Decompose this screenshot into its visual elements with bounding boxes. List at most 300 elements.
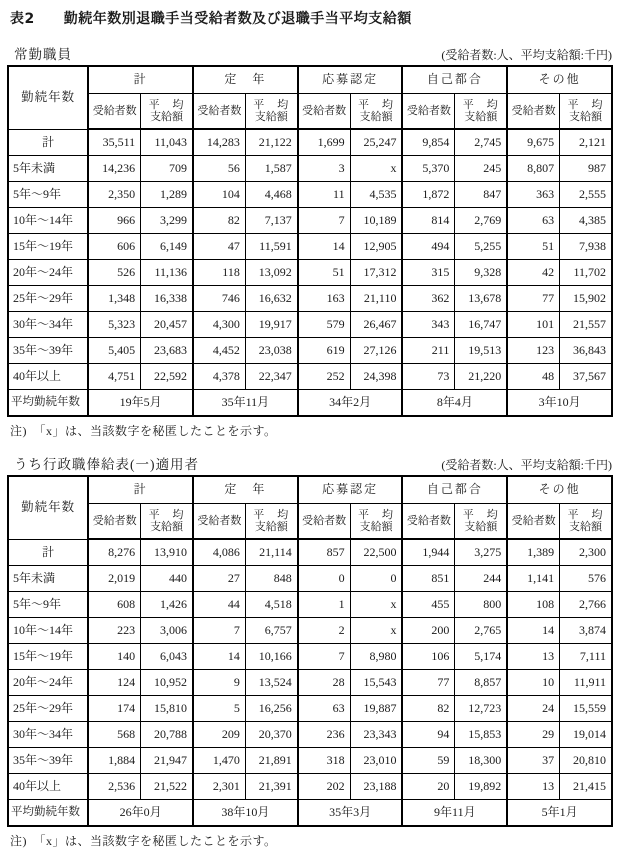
cell-value: 59 [402,748,454,774]
cell-value: 13,524 [245,670,297,696]
cell-value: 16,632 [245,286,297,312]
cell-value: 7 [193,618,245,644]
cell-value: 11,136 [141,260,193,286]
cell-value: 11,591 [245,234,297,260]
cell-value: 13,092 [245,260,297,286]
cell-value: 1,699 [298,129,350,156]
cell-value: 2,745 [455,129,507,156]
cell-value: 0 [350,566,402,592]
regular-staff-table [7,65,613,417]
cell-value: 2,765 [455,618,507,644]
header-average-line1: 平 均 [253,98,290,111]
row-label: 15年〜19年 [8,234,88,260]
row-label: 計 [8,129,88,156]
cell-value: 8,807 [507,156,559,182]
cell-value: 987 [560,156,612,182]
row-label: 5年〜9年 [8,182,88,208]
table-row [8,618,612,644]
cell-value: 455 [402,592,454,618]
average-service-years-row [8,800,612,827]
cell-value: 163 [298,286,350,312]
section-admin-schedule [0,453,620,849]
cell-value: 851 [402,566,454,592]
cell-value: 37 [507,748,559,774]
row-label: 30年〜34年 [8,722,88,748]
cell-value: 27,126 [350,338,402,364]
row-label: 10年〜14年 [8,618,88,644]
header-average-amount [350,94,402,130]
cell-value: 104 [193,182,245,208]
cell-value: 252 [298,364,350,390]
header-group-自己都合: 自己都合 [402,66,507,94]
document-title: 表2 勤続年数別退職手当受給者数及び退職手当平均支給額 [10,11,412,27]
average-service-value: 26年0月 [88,800,193,827]
header-recipients: 受給者数 [298,504,350,540]
cell-value: 1,884 [88,748,140,774]
table-row [8,722,612,748]
cell-value: 2,019 [88,566,140,592]
cell-value: 24 [507,696,559,722]
cell-value: 19,887 [350,696,402,722]
cell-value: 0 [298,566,350,592]
cell-value: 576 [560,566,612,592]
header-average-amount [350,504,402,540]
section-header [8,453,612,473]
cell-value: 9 [193,670,245,696]
row-label: 35年〜39年 [8,748,88,774]
cell-value: 7,111 [560,644,612,670]
cell-value: 494 [402,234,454,260]
row-label: 35年〜39年 [8,338,88,364]
header-recipients: 受給者数 [88,94,140,130]
cell-value: 15,543 [350,670,402,696]
cell-value: 106 [402,644,454,670]
header-average-line2: 支給額 [150,111,184,123]
cell-value: 223 [88,618,140,644]
cell-value: 857 [298,539,350,566]
cell-value: 1,289 [141,182,193,208]
cell-value: 1,872 [402,182,454,208]
cell-value: 35,511 [88,129,140,156]
header-average-amount [455,504,507,540]
cell-value: 101 [507,312,559,338]
cell-value: 2,300 [560,539,612,566]
cell-value: 21,114 [245,539,297,566]
cell-value: 606 [88,234,140,260]
cell-value: 362 [402,286,454,312]
cell-value: 23,010 [350,748,402,774]
cell-value: 11,702 [560,260,612,286]
cell-value: 2,555 [560,182,612,208]
cell-value: 44 [193,592,245,618]
table2-label: うち行政職俸給表(一)適用者 [14,457,199,472]
row-label: 20年〜24年 [8,260,88,286]
header-average-line1: 平 均 [148,508,185,521]
cell-value: 4,751 [88,364,140,390]
header-average-line1: 平 均 [148,98,185,111]
cell-value: 22,347 [245,364,297,390]
average-row-label: 平均勤続年数 [8,800,88,827]
cell-value: 5,405 [88,338,140,364]
cell-value: 20,788 [141,722,193,748]
cell-value: 123 [507,338,559,364]
cell-value: 3,275 [455,539,507,566]
cell-value: 8,857 [455,670,507,696]
table1-units-note: (受給者数:人、平均支給額:千円) [441,48,612,62]
header-service-years: 勤続年数 [8,476,88,539]
cell-value: 21,522 [141,774,193,800]
cell-value: 13 [507,774,559,800]
cell-value: 619 [298,338,350,364]
cell-value: 63 [507,208,559,234]
table-row [8,748,612,774]
cell-value: 56 [193,156,245,182]
cell-value: 2,766 [560,592,612,618]
section-header [8,43,612,63]
cell-value: 13,678 [455,286,507,312]
row-label: 25年〜29年 [8,286,88,312]
header-group-row [8,476,612,504]
cell-value: 4,378 [193,364,245,390]
header-group-その他: その他 [507,476,612,504]
table-row [8,312,612,338]
cell-value: 2,121 [560,129,612,156]
cell-value: 24,398 [350,364,402,390]
header-group-定年: 定 年 [193,66,298,94]
cell-value: 3,299 [141,208,193,234]
cell-value: 16,338 [141,286,193,312]
cell-value: 1,348 [88,286,140,312]
table-row [8,260,612,286]
header-average-line2: 支給額 [359,521,393,533]
row-label: 10年〜14年 [8,208,88,234]
section-regular-staff [0,43,620,439]
row-label: 25年〜29年 [8,696,88,722]
header-average-line1: 平 均 [253,508,290,521]
cell-value: 25,247 [350,129,402,156]
cell-value: 3,006 [141,618,193,644]
cell-value: 19,513 [455,338,507,364]
cell-value: 5,174 [455,644,507,670]
table-row [8,774,612,800]
cell-value: 200 [402,618,454,644]
cell-value: 28 [298,670,350,696]
row-label: 40年以上 [8,364,88,390]
cell-value: 51 [507,234,559,260]
cell-value: 63 [298,696,350,722]
table-row [8,566,612,592]
header-average-line2: 支給額 [150,521,184,533]
cell-value: 4,385 [560,208,612,234]
cell-value: 5 [193,696,245,722]
cell-value: 14,236 [88,156,140,182]
cell-value: 22,500 [350,539,402,566]
cell-value: 77 [402,670,454,696]
header-average-line1: 平 均 [358,508,395,521]
cell-value: 2,350 [88,182,140,208]
header-recipients: 受給者数 [507,94,559,130]
header-average-amount [141,504,193,540]
cell-value: 4,535 [350,182,402,208]
header-average-amount [245,94,297,130]
cell-value: 82 [193,208,245,234]
cell-value: 21,557 [560,312,612,338]
header-group-応募認定: 応募認定 [298,66,403,94]
average-service-value: 19年5月 [88,390,193,417]
cell-value: 9,854 [402,129,454,156]
average-service-value: 34年2月 [298,390,403,417]
cell-value: 966 [88,208,140,234]
admin-schedule-table [7,475,613,827]
cell-value: 19,892 [455,774,507,800]
header-average-amount [455,94,507,130]
header-group-計: 計 [88,476,193,504]
cell-value: x [350,156,402,182]
table-row [8,129,612,156]
cell-value: 13,910 [141,539,193,566]
cell-value: 1,587 [245,156,297,182]
cell-value: 73 [402,364,454,390]
average-service-value: 38年10月 [193,800,298,827]
cell-value: 209 [193,722,245,748]
cell-value: 9,328 [455,260,507,286]
header-average-line1: 平 均 [358,98,395,111]
cell-value: 21,220 [455,364,507,390]
cell-value: 18,300 [455,748,507,774]
cell-value: 2,301 [193,774,245,800]
header-recipients: 受給者数 [507,504,559,540]
header-average-line2: 支給額 [569,111,603,123]
average-service-value: 35年3月 [298,800,403,827]
row-label: 40年以上 [8,774,88,800]
cell-value: 1 [298,592,350,618]
header-average-line2: 支給額 [464,521,498,533]
cell-value: 10,189 [350,208,402,234]
row-label: 15年〜19年 [8,644,88,670]
cell-value: 608 [88,592,140,618]
header-average-amount [560,94,612,130]
header-average-line1: 平 均 [567,508,604,521]
cell-value: 4,300 [193,312,245,338]
cell-value: 21,947 [141,748,193,774]
cell-value: 23,343 [350,722,402,748]
table-row [8,234,612,260]
header-average-line2: 支給額 [569,521,603,533]
cell-value: 709 [141,156,193,182]
cell-value: 19,014 [560,722,612,748]
header-group-定年: 定 年 [193,476,298,504]
cell-value: 8,980 [350,644,402,670]
cell-value: 29 [507,722,559,748]
table-row [8,696,612,722]
cell-value: 848 [245,566,297,592]
header-average-line2: 支給額 [254,521,288,533]
cell-value: 440 [141,566,193,592]
cell-value: 23,038 [245,338,297,364]
cell-value: 108 [507,592,559,618]
cell-value: 20 [402,774,454,800]
cell-value: 11 [298,182,350,208]
cell-value: 746 [193,286,245,312]
cell-value: 124 [88,670,140,696]
cell-value: 1,426 [141,592,193,618]
cell-value: 16,256 [245,696,297,722]
cell-value: 5,255 [455,234,507,260]
cell-value: 14 [507,618,559,644]
table-row [8,364,612,390]
cell-value: 140 [88,644,140,670]
cell-value: 12,723 [455,696,507,722]
table-row [8,156,612,182]
cell-value: 82 [402,696,454,722]
cell-value: 7,938 [560,234,612,260]
cell-value: 174 [88,696,140,722]
header-group-応募認定: 応募認定 [298,476,403,504]
header-sub-row [8,504,612,540]
cell-value: 77 [507,286,559,312]
cell-value: 1,470 [193,748,245,774]
table2-units-note: (受給者数:人、平均支給額:千円) [441,458,612,472]
cell-value: 15,902 [560,286,612,312]
header-average-line2: 支給額 [359,111,393,123]
header-sub-row [8,94,612,130]
header-recipients: 受給者数 [402,504,454,540]
cell-value: 8,276 [88,539,140,566]
cell-value: 42 [507,260,559,286]
table2-footnote: 注) 「x」は、当該数字を秘匿したことを示す。 [10,834,277,848]
cell-value: 26,467 [350,312,402,338]
cell-value: 20,810 [560,748,612,774]
table1-footnote: 注) 「x」は、当該数字を秘匿したことを示す。 [10,424,277,438]
cell-value: 22,592 [141,364,193,390]
cell-value: 3,874 [560,618,612,644]
cell-value: 2 [298,618,350,644]
cell-value: 21,110 [350,286,402,312]
cell-value: 21,891 [245,748,297,774]
header-average-line2: 支給額 [254,111,288,123]
cell-value: 19,917 [245,312,297,338]
header-average-amount [141,94,193,130]
average-service-value: 35年11月 [193,390,298,417]
table-row [8,592,612,618]
cell-value: 7 [298,644,350,670]
cell-value: 847 [455,182,507,208]
header-group-自己都合: 自己都合 [402,476,507,504]
cell-value: 48 [507,364,559,390]
average-service-value: 9年11月 [402,800,507,827]
cell-value: 4,452 [193,338,245,364]
cell-value: 7 [298,208,350,234]
header-average-amount [245,504,297,540]
cell-value: 4,086 [193,539,245,566]
table-row [8,286,612,312]
cell-value: 20,457 [141,312,193,338]
cell-value: 1,141 [507,566,559,592]
cell-value: 568 [88,722,140,748]
cell-value: 12,905 [350,234,402,260]
cell-value: 800 [455,592,507,618]
header-average-line1: 平 均 [462,98,499,111]
cell-value: 6,149 [141,234,193,260]
cell-value: 11,043 [141,129,193,156]
cell-value: 4,468 [245,182,297,208]
row-label: 5年未満 [8,156,88,182]
cell-value: 245 [455,156,507,182]
table-row [8,670,612,696]
cell-value: 244 [455,566,507,592]
cell-value: 318 [298,748,350,774]
cell-value: 6,043 [141,644,193,670]
cell-value: 15,559 [560,696,612,722]
cell-value: 10,166 [245,644,297,670]
average-service-years-row [8,390,612,417]
cell-value: 16,747 [455,312,507,338]
cell-value: 11,911 [560,670,612,696]
cell-value: 2,536 [88,774,140,800]
cell-value: 21,122 [245,129,297,156]
header-group-計: 計 [88,66,193,94]
cell-value: 23,683 [141,338,193,364]
table-row [8,208,612,234]
header-average-line2: 支給額 [464,111,498,123]
table-row [8,182,612,208]
cell-value: 5,323 [88,312,140,338]
header-group-row [8,66,612,94]
cell-value: 4,518 [245,592,297,618]
cell-value: 3 [298,156,350,182]
row-label: 30年〜34年 [8,312,88,338]
header-average-line1: 平 均 [462,508,499,521]
cell-value: 343 [402,312,454,338]
cell-value: 202 [298,774,350,800]
row-label: 20年〜24年 [8,670,88,696]
cell-value: 315 [402,260,454,286]
row-label: 5年〜9年 [8,592,88,618]
header-recipients: 受給者数 [402,94,454,130]
cell-value: 14,283 [193,129,245,156]
cell-value: 7,137 [245,208,297,234]
cell-value: 1,389 [507,539,559,566]
average-service-value: 3年10月 [507,390,612,417]
cell-value: 21,391 [245,774,297,800]
header-service-years: 勤続年数 [8,66,88,129]
cell-value: 27 [193,566,245,592]
cell-value: 15,853 [455,722,507,748]
header-recipients: 受給者数 [193,94,245,130]
table-row [8,644,612,670]
table1-label: 常勤職員 [14,47,72,62]
header-recipients: 受給者数 [298,94,350,130]
cell-value: x [350,592,402,618]
cell-value: 36,843 [560,338,612,364]
cell-value: 15,810 [141,696,193,722]
table-row [8,338,612,364]
cell-value: 14 [193,644,245,670]
header-recipients: 受給者数 [88,504,140,540]
cell-value: 13 [507,644,559,670]
table-row [8,539,612,566]
row-label: 計 [8,539,88,566]
cell-value: 37,567 [560,364,612,390]
cell-value: 51 [298,260,350,286]
cell-value: 363 [507,182,559,208]
cell-value: 6,757 [245,618,297,644]
cell-value: 94 [402,722,454,748]
cell-value: 526 [88,260,140,286]
cell-value: 9,675 [507,129,559,156]
cell-value: 10 [507,670,559,696]
cell-value: 21,415 [560,774,612,800]
